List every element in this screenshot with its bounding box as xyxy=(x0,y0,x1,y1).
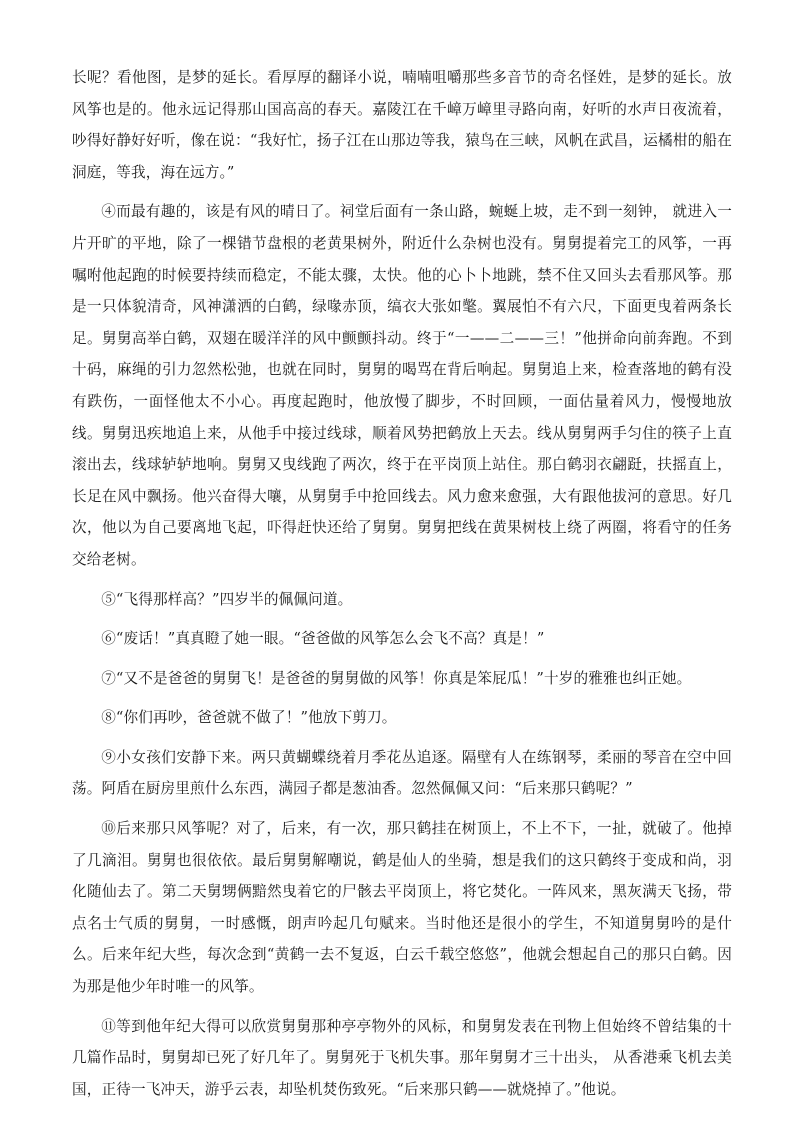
paragraph-9: ⑨小女孩们安静下来。两只黄蝴蝶绕着月季花丛追逐。隔壁有人在练钢琴，柔丽的琴音在空中回荡。阿盾在厨房里煎什么东西，满园子都是葱油香。忽然佩佩又问：“后来那只鹤呢？” xyxy=(72,748,732,798)
document-page xyxy=(72,62,732,1113)
paragraph-8: ⑧“你们再吵，爸爸就不做了！”他放下剪刀。 xyxy=(101,709,397,727)
paragraph-7: ⑦“又不是爸爸的舅舅飞！是爸爸的舅舅做的风筝！你真是笨屁瓜！”十岁的雅雅也纠正她。 xyxy=(101,669,692,687)
paragraph-continuation: 长呢？看他图，是梦的延长。看厚厚的翻译小说，喃喃咀嚼那些多音节的奇名怪姓，是梦的延长。放风筝也是的。他永远记得那山国高高的春天。嘉陵江在千嶂万嶂里寻路向南，好听的水声日夜流着，吵得好静好好听，像在说：“我好忙，扬子江在山那边等我，猿鸟在三峡，风帆在武昌，运橘柑的船在洞庭，等我，海在远方。” xyxy=(72,69,732,181)
paragraph-10: ⑩后来那只风筝呢？对了，后来，有一次，那只鹤挂在树顶上，不上不下，一扯，就破了。他掉了几滴泪。舅舅也很依依。最后舅舅解嘲说，鹤是仙人的坐骑，想是我们的这只鹤终于变成和尚，羽化随仙去了。第二天舅甥俩黯然曳着它的尸骸去平岗顶上，将它焚化。一阵风来，黑灰满天飞扬，带点名士气质的舅舅，一时感慨，朗声吟起几句赋来。当时他还是很小的学生，不知道舅舅吟的是什么。后来年纪大些，每次念到“黄鹤一去不复返，白云千载空悠悠”，他就会想起自己的那只白鹤。因为那是他少年时唯一的风筝。 xyxy=(72,820,732,996)
paragraph-11: ⑪等到他年纪大得可以欣赏舅舅那种亭亭物外的风标，和舅舅发表在刊物上但始终不曾结集的十几篇作品时，舅舅却已死了好几年了。舅舅死于飞机失事。那年舅舅才三十出头， 从香港乘飞机去美国，正待一飞冲天，游乎云表，却坠机焚伤致死。“后来那只鹤——就烧掉了。”他说。 xyxy=(72,1017,732,1098)
paragraph-6: ⑥“废话！”真真瞪了她一眼。“爸爸做的风筝怎么会飞不高？真是！” xyxy=(101,630,545,648)
paragraph-5: ⑤“飞得那样高？”四岁半的佩佩问道。 xyxy=(101,590,353,608)
paragraph-4: ④而最有趣的，该是有风的晴日了。祠堂后面有一条山路，蜿蜒上坡，走不到一刻钟， 就进入一片开旷的平地，除了一棵错节盘根的老黄果树外，附近什么杂树也没有。舅舅提着完工的风筝，一再嘱咐他起跑的时候要持续而稳定，不能太骤，太快。他的心卜卜地跳，禁不住又回头去看那风筝。那是一只体貌清奇，风神潇洒的白鹤，绿喙赤顶，缟衣大张如氅。翼展怕不有六尺，下面更曳着两条长足。舅舅高举白鹤，双翅在暖洋洋的风中颤颤抖动。终于“一——二——三！”他拼命向前奔跑。不到十码，麻绳的引力忽然松弛，也就在同时，舅舅的喝骂在背后响起。舅舅追上来，检查落地的鹤有没有跌伤，一面怪他太不小心。再度起跑时，他放慢了脚步，不时回顾，一面估量着风力，慢慢地放线。舅舅迅疾地追上来，从他手中接过线球，顺着风势把鹤放上天去。线从舅舅两手匀住的筷子上直滚出去，线球轳轳地响。舅舅又曳线跑了两次，终于在平岗顶上站住。那白鹤羽衣翩跹，扶摇直上，长足在风中飘扬。他兴奋得大嚷，从舅舅手中抢回线去。风力愈来愈强，大有跟他拔河的意思。好几次，他以为自己要离地飞起，吓得赶快还给了舅舅。舅舅把线在黄果树枝上绕了两圈，将看守的任务交给老树。 xyxy=(72,203,732,568)
